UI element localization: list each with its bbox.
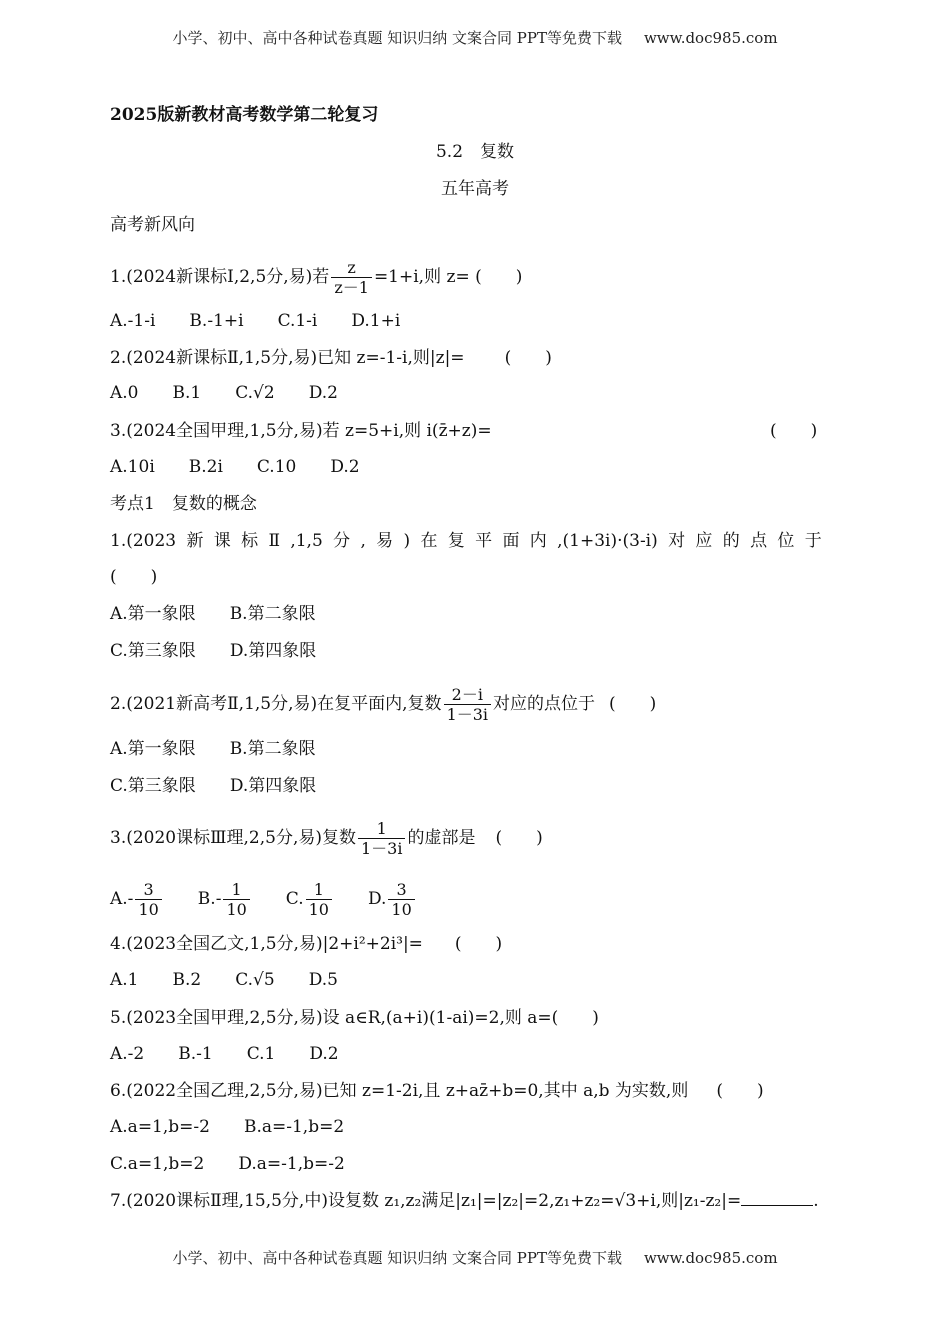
option-d[interactable]: D.5 (308, 970, 338, 990)
answer-paren: ( ) (495, 828, 543, 848)
frac-num: 3 (143, 880, 154, 899)
frac-den: z－1 (331, 277, 372, 297)
question-2024-3 (110, 419, 492, 443)
q-text: 4.(2023全国乙文,1,5分,易)|2+i²+2i³|= (110, 934, 423, 954)
option-d[interactable]: D.第四象限 (229, 776, 317, 796)
frac-den: 1－3i (444, 704, 491, 724)
word: 内 (529, 531, 547, 551)
options-2024-2 (110, 381, 338, 405)
options-2023-4 (110, 968, 338, 992)
frac-num: 2－i (451, 685, 483, 704)
option-a[interactable]: A.1 (110, 970, 139, 990)
option-c-label: C. (285, 889, 304, 909)
header-text: 小学、初中、高中各种试卷真题 知识归纳 文案合同 PPT等免费下载 (172, 29, 622, 47)
q-end: . (813, 1191, 819, 1211)
q-text: 3.(2024全国甲理,1,5分,易)若 z=5+i,则 i(z̄+z)= (110, 421, 492, 441)
word: 应 (695, 531, 713, 551)
option-a[interactable]: A.-2 (110, 1044, 145, 1064)
q-text: 7.(2020课标Ⅱ理,15,5分,中)设复数 z₁,z₂满足|z₁|=|z₂|=2,z₁+z₂=√3+i,则|z₁-z₂|= (110, 1191, 742, 1211)
fraction (388, 880, 414, 919)
option-b[interactable] (198, 880, 252, 919)
answer-paren: ( ) (110, 567, 158, 587)
justified-text (110, 529, 822, 553)
answer-paren: ( ) (609, 694, 657, 714)
answer-paren: ( ) (504, 348, 552, 368)
option-b[interactable]: B.2 (172, 970, 202, 990)
answer-paren: ( ) (770, 421, 818, 441)
option-c[interactable]: C.1-i (277, 311, 318, 331)
option-d[interactable]: D.a=-1,b=-2 (238, 1154, 345, 1174)
word: 分 (333, 531, 351, 551)
option-c[interactable]: C.1 (246, 1044, 276, 1064)
frac-num: 3 (396, 880, 407, 899)
frac-num: 1 (231, 880, 242, 899)
options-2024-3 (110, 455, 360, 479)
option-b[interactable]: B.-1 (178, 1044, 213, 1064)
option-a[interactable] (110, 880, 164, 919)
option-a[interactable]: A.第一象限 (110, 739, 196, 759)
option-b[interactable]: B.1 (172, 383, 202, 403)
question-2022-6 (110, 1079, 764, 1103)
question-2023-4 (110, 932, 502, 956)
question-2023-5: 5.(2023全国甲理,2,5分,易)设 a∈R,(a+i)(1-ai)=2,则 a=( ) (110, 1008, 599, 1028)
options-2024-1 (110, 309, 400, 333)
word: 在 (420, 531, 438, 551)
section-title: 5.2 复数 (435, 142, 515, 162)
word: 易 (376, 531, 394, 551)
option-a[interactable]: A.-1-i (110, 311, 156, 331)
word: ) (403, 531, 411, 551)
frac-den: 10 (306, 899, 332, 919)
question-2021-2 (110, 685, 656, 724)
word: 点 (750, 531, 768, 551)
word: Ⅱ (268, 531, 280, 551)
fraction (444, 685, 491, 724)
options-2023-1-row2 (110, 639, 316, 663)
fraction (358, 819, 405, 858)
word: , (360, 531, 366, 551)
option-d[interactable]: D.2 (308, 383, 338, 403)
options-2022-6-row1 (110, 1115, 344, 1139)
options-2023-5 (110, 1042, 339, 1066)
option-c[interactable] (286, 880, 334, 919)
word: 的 (722, 531, 740, 551)
frac-den: 10 (223, 899, 249, 919)
fraction (223, 880, 249, 919)
options-2020-3 (110, 880, 417, 919)
page-header (0, 27, 950, 48)
options-2022-6-row2 (110, 1152, 345, 1176)
options-2021-2-row2 (110, 774, 316, 798)
word: 平 (475, 531, 493, 551)
q-text: 6.(2022全国乙理,2,5分,易)已知 z=1-2i,且 z+az̄+b=0,其中 a,b 为实数,则 (110, 1081, 689, 1101)
option-a[interactable]: A.10i (110, 457, 155, 477)
option-a[interactable]: A.a=1,b=-2 (110, 1117, 210, 1137)
fraction (306, 880, 332, 919)
question-2024-1 (110, 258, 522, 297)
options-2023-1-row1 (110, 602, 316, 626)
option-b[interactable]: B.a=-1,b=2 (243, 1117, 345, 1137)
word: 于 (804, 531, 822, 551)
option-a-label: A.- (110, 889, 134, 909)
part2-heading: 考点1 复数的概念 (110, 494, 257, 514)
question-2020-7 (110, 1189, 819, 1213)
option-d-label: D. (367, 889, 387, 909)
word: 课 (213, 531, 231, 551)
frac-den: 10 (135, 899, 161, 919)
word: ,1,5 (290, 531, 323, 551)
part1-heading: 高考新风向 (110, 215, 195, 235)
question-2024-2 (110, 346, 552, 370)
header-site-link[interactable]: www.doc985.com (643, 29, 778, 47)
frac-den: 1－3i (358, 838, 405, 858)
fraction (135, 880, 161, 919)
option-b[interactable]: B.2i (188, 457, 223, 477)
option-d[interactable] (368, 880, 417, 919)
word: 标 (241, 531, 259, 551)
word: 面 (502, 531, 520, 551)
q-suffix: 对应的点位于 (493, 694, 596, 714)
option-d[interactable]: D.2 (330, 457, 360, 477)
frac-num: 1 (376, 819, 387, 838)
question-2023-1 (110, 529, 822, 553)
footer-site-link[interactable]: www.doc985.com (643, 1249, 778, 1267)
option-d[interactable]: D.第四象限 (229, 641, 317, 661)
frac-den: 10 (388, 899, 414, 919)
page-footer (0, 1247, 950, 1268)
q-prefix: 2.(2021新高考Ⅱ,1,5分,易)在复平面内,复数 (110, 694, 442, 714)
option-b-label: B.- (197, 889, 222, 909)
option-b[interactable]: B.第二象限 (229, 604, 316, 624)
option-d[interactable]: D.1+i (351, 311, 401, 331)
frac-num: z (347, 258, 356, 277)
answer-paren: ( ) (454, 934, 503, 954)
frac-num: 1 (313, 880, 324, 899)
option-c[interactable]: C.a=1,b=2 (110, 1154, 205, 1174)
word: 新 (186, 531, 204, 551)
word: 1.(2023 (110, 531, 177, 551)
option-c[interactable]: C.10 (256, 457, 297, 477)
word: 复 (447, 531, 465, 551)
q-suffix: 的虚部是 (407, 828, 476, 848)
word: 位 (777, 531, 795, 551)
answer-paren: ( ) (716, 1081, 764, 1101)
options-2021-2-row1 (110, 737, 316, 761)
q-prefix: 1.(2024新课标Ⅰ,2,5分,易)若 (110, 267, 330, 287)
q-text: 2.(2024新课标Ⅱ,1,5分,易)已知 z=-1-i,则|z|= (110, 348, 465, 368)
option-d[interactable]: D.2 (309, 1044, 339, 1064)
option-a[interactable]: A.0 (110, 383, 139, 403)
word: 对 (668, 531, 686, 551)
doc-title: 2025版新教材高考数学第二轮复习 (110, 105, 379, 125)
word: ,(1+3i)·(3-i) (557, 531, 658, 551)
subsection-title: 五年高考 (441, 179, 509, 199)
option-c[interactable]: C.√5 (235, 970, 275, 990)
option-c[interactable]: C.√2 (235, 383, 275, 403)
option-a[interactable]: A.第一象限 (110, 604, 196, 624)
q-suffix: =1+i,则 z= ( ) (373, 267, 523, 287)
option-c[interactable]: C.第三象限 (110, 776, 196, 796)
option-c[interactable]: C.第三象限 (110, 641, 196, 661)
footer-text: 小学、初中、高中各种试卷真题 知识归纳 文案合同 PPT等免费下载 (172, 1249, 622, 1267)
option-b[interactable]: B.第二象限 (229, 739, 316, 759)
option-b[interactable]: B.-1+i (189, 311, 244, 331)
fraction (331, 258, 372, 297)
question-2020-3 (110, 819, 543, 858)
answer-blank[interactable] (741, 1189, 813, 1206)
q-prefix: 3.(2020课标Ⅲ理,2,5分,易)复数 (110, 828, 356, 848)
